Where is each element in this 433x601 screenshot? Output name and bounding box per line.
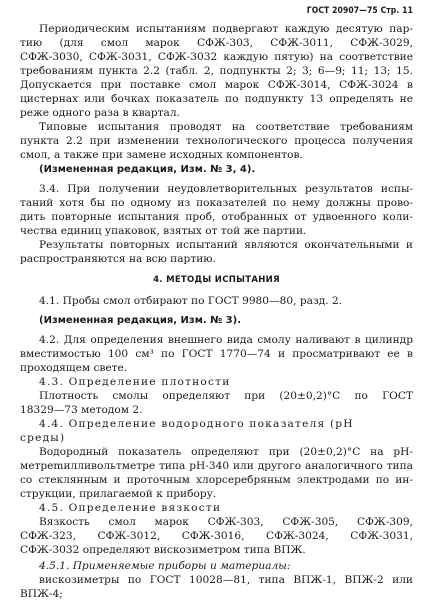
- revision-note: (Измененная редакция, Изм. № 3, 4).: [39, 164, 256, 175]
- text-line: чества единиц упаковок, взятых от той же партии.: [20, 225, 307, 237]
- text-line: цистернах или бочках показатель по подпункту 13 определять не: [20, 93, 413, 105]
- text-line: метрemилливольтметре типа рН-340 или другого аналогичного типа: [20, 460, 413, 472]
- text-line: вместимостью 100 см³ по ГОСТ 1770—74 и просматривают ее в: [20, 348, 413, 360]
- text-line: таний хотя бы по одному из показателей по нему должны прово-: [20, 197, 413, 209]
- text-line: дить повторные испытания проб, отобранных от удвоенного коли-: [20, 211, 413, 223]
- text-line: смол, а также при замене исходных компонентов.: [20, 149, 303, 161]
- text-line: пункта 2.2 при изменении технологического процесса получения: [20, 135, 413, 147]
- section-title: 4. МЕТОДЫ ИСПЫТАНИЯ: [153, 275, 280, 285]
- text-line: ВПЖ-4;: [20, 588, 63, 600]
- text-line: Плотность смолы определяют при (20±0,2)°С по ГОСТ: [39, 390, 413, 402]
- revision-note: (Измененная редакция, Изм. № 3).: [39, 315, 242, 326]
- text-line: СФЖ-323, СФЖ-3012, СФЖ-3016, СФЖ-3024, СФЖ-3031,: [20, 530, 413, 542]
- subsection-title: 4.4. Определение водородного показателя (рН: [39, 418, 354, 430]
- text-line: 4.2. Для определения внешнего вида смолу наливают в цилиндр: [39, 334, 413, 346]
- text-line: СФЖ-3030, СФЖ-3031, СФЖ-3032 каждую пятую) на соответствие: [20, 51, 413, 63]
- text-line: Допускается при поставке смол марок СФЖ-3014, СФЖ-3024 в: [20, 79, 413, 91]
- text-line: Вязкость смол марок СФЖ-303, СФЖ-305, СФЖ-309,: [39, 516, 413, 528]
- text-line: СФЖ-3032 определяют вискозиметром типа ВПЖ.: [20, 544, 306, 556]
- text-line: проходящем свете.: [20, 362, 128, 374]
- page-header: ГОСТ 20907—75 Стр. 11: [306, 6, 413, 16]
- text-line: со стеклянным и проточным хлорсеребряным электродами по ин-: [20, 474, 413, 486]
- text-line: тию (для смол марок СФЖ-303, СФЖ-3011, СФЖ-3029,: [20, 37, 413, 49]
- text-line: 4.1. Пробы смол отбирают по ГОСТ 9980—80, разд. 2.: [39, 295, 343, 307]
- text-line: вискозиметры по ГОСТ 10028—81, типа ВПЖ-1, ВПЖ-2 или: [39, 574, 413, 586]
- text-line: Результаты повторных испытаний являются окончательными и: [39, 239, 413, 251]
- text-line: струкции, прилагаемой к прибору.: [20, 488, 217, 500]
- text-line: 3.4. При получении неудовлетворительных результатов испы-: [39, 183, 413, 195]
- text-line: распространяются на всю партию.: [20, 253, 216, 265]
- text-line: Типовые испытания проводят на соответствие требованиям: [39, 121, 413, 133]
- subsection-title: 4.5. Определение вязкости: [39, 502, 222, 514]
- subsection-title-cont: среды): [20, 432, 66, 444]
- text-line: Водородный показатель определяют при (20±0,2)°С на рН-: [39, 446, 413, 458]
- text-line: 18329—73 методом 2.: [20, 404, 143, 416]
- text-line: реже одного раза в квартал.: [20, 107, 180, 119]
- subsection-title: 4.3. Определение плотности: [39, 376, 231, 388]
- subsection-title: 4.5.1. Применяемые приборы и материалы:: [39, 560, 291, 572]
- text-line: требованиям пункта 2.2 (табл. 2, подпункты 2; 3; 6—9; 11; 13; 15.: [20, 65, 413, 77]
- text-line: Периодическим испытаниям подвергают каждую десятую пар-: [39, 23, 413, 35]
